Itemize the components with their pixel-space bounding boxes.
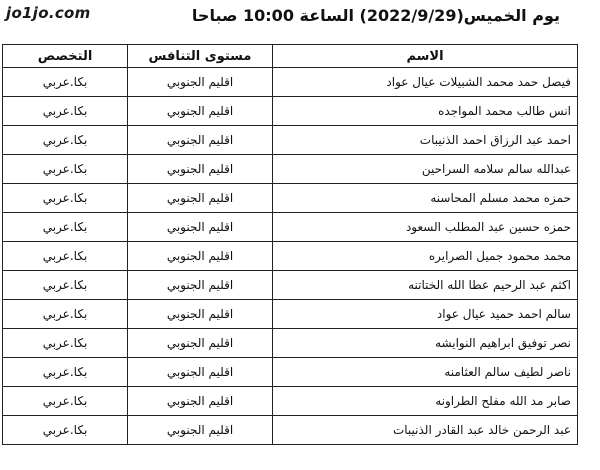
cell-level: اقليم الجنوبي xyxy=(128,184,273,213)
cell-specialization: بكا.عربي xyxy=(3,184,128,213)
cell-specialization: بكا.عربي xyxy=(3,155,128,184)
cell-level: اقليم الجنوبي xyxy=(128,213,273,242)
cell-specialization: بكا.عربي xyxy=(3,416,128,445)
table-header-row xyxy=(3,45,578,68)
table-row xyxy=(3,184,578,213)
cell-name: فيصل حمد محمد الشبيلات عيال عواد xyxy=(273,68,578,97)
cell-level: اقليم الجنوبي xyxy=(128,126,273,155)
cell-level: اقليم الجنوبي xyxy=(128,416,273,445)
cell-level: اقليم الجنوبي xyxy=(128,358,273,387)
table-row xyxy=(3,126,578,155)
cell-level: اقليم الجنوبي xyxy=(128,68,273,97)
table-row xyxy=(3,416,578,445)
table-row xyxy=(3,97,578,126)
cell-name: حمزه حسين عبد المطلب السعود xyxy=(273,213,578,242)
cell-name: سالم احمد حميد عيال عواد xyxy=(273,300,578,329)
table-row xyxy=(3,387,578,416)
cell-name: حمزه محمد مسلم المحاسنه xyxy=(273,184,578,213)
cell-name: انس طالب محمد المواجده xyxy=(273,97,578,126)
cell-specialization: بكا.عربي xyxy=(3,213,128,242)
cell-level: اقليم الجنوبي xyxy=(128,97,273,126)
cell-level: اقليم الجنوبي xyxy=(128,155,273,184)
cell-name: صابر مد الله مفلح الطراونه xyxy=(273,387,578,416)
cell-level: اقليم الجنوبي xyxy=(128,300,273,329)
table-row xyxy=(3,155,578,184)
cell-specialization: بكا.عربي xyxy=(3,358,128,387)
cell-level: اقليم الجنوبي xyxy=(128,242,273,271)
cell-name: اكثم عبد الرحيم عطا الله الختاتنه xyxy=(273,271,578,300)
cell-specialization: بكا.عربي xyxy=(3,68,128,97)
watermark: jo1jo.com xyxy=(6,4,91,22)
cell-specialization: بكا.عربي xyxy=(3,242,128,271)
cell-level: اقليم الجنوبي xyxy=(128,387,273,416)
candidates-table xyxy=(2,44,578,445)
cell-name: ناصر لطيف سالم العثامنه xyxy=(273,358,578,387)
cell-name: عبد الرحمن خالد عبد القادر الذنيبات xyxy=(273,416,578,445)
table-row xyxy=(3,242,578,271)
cell-specialization: بكا.عربي xyxy=(3,271,128,300)
header-level: مستوى التنافس xyxy=(128,45,273,68)
page-title: يوم الخميس(2022/9/29) الساعة 10:00 صباحا xyxy=(191,6,560,25)
cell-specialization: بكا.عربي xyxy=(3,300,128,329)
table-row xyxy=(3,329,578,358)
cell-specialization: بكا.عربي xyxy=(3,97,128,126)
cell-level: اقليم الجنوبي xyxy=(128,271,273,300)
cell-level: اقليم الجنوبي xyxy=(128,329,273,358)
header-specialization: التخصص xyxy=(3,45,128,68)
cell-specialization: بكا.عربي xyxy=(3,329,128,358)
cell-name: نصر توفيق ابراهيم النوايشه xyxy=(273,329,578,358)
cell-name: عبدالله سالم سلامه السراحين xyxy=(273,155,578,184)
cell-specialization: بكا.عربي xyxy=(3,387,128,416)
table-row xyxy=(3,68,578,97)
table-row xyxy=(3,271,578,300)
table-row xyxy=(3,213,578,242)
table-row xyxy=(3,300,578,329)
cell-name: احمد عبد الرزاق احمد الذنيبات xyxy=(273,126,578,155)
cell-name: محمد محمود جميل الصرايره xyxy=(273,242,578,271)
cell-specialization: بكا.عربي xyxy=(3,126,128,155)
table-row xyxy=(3,358,578,387)
header-name: الاسم xyxy=(273,45,578,68)
